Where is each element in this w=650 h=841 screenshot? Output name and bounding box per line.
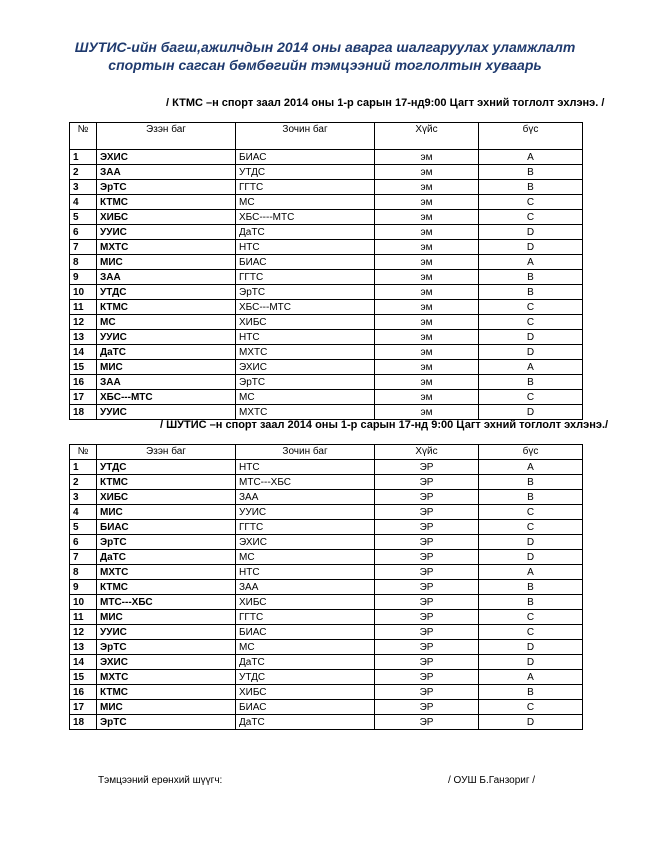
away-team-cell: МС <box>236 550 375 565</box>
home-team-cell: УУИС <box>97 330 236 345</box>
row-number-cell: 7 <box>70 240 97 255</box>
table-row <box>70 610 583 625</box>
row-number-cell: 15 <box>70 670 97 685</box>
table-row <box>70 165 583 180</box>
col-header-group: бүс <box>479 123 583 150</box>
row-number-cell: 9 <box>70 580 97 595</box>
row-number-cell: 13 <box>70 640 97 655</box>
away-team-cell: ЗАА <box>236 490 375 505</box>
table-row <box>70 150 583 165</box>
gender-cell: ЭР <box>375 715 479 730</box>
away-team-cell: НТС <box>236 330 375 345</box>
home-team-cell: МХТС <box>97 565 236 580</box>
row-number-cell: 11 <box>70 300 97 315</box>
home-team-cell: МИС <box>97 505 236 520</box>
away-team-cell: МС <box>236 640 375 655</box>
away-team-cell: ГГТС <box>236 180 375 195</box>
group-cell: B <box>479 165 583 180</box>
gender-cell: ЭР <box>375 550 479 565</box>
away-team-cell: МТС---ХБС <box>236 475 375 490</box>
group-cell: D <box>479 225 583 240</box>
home-team-cell: ЭрТС <box>97 535 236 550</box>
col-header-gender: Хүйс <box>375 445 479 460</box>
col-header-home: Эзэн баг <box>97 123 236 150</box>
table-row <box>70 225 583 240</box>
men-schedule-table <box>69 444 583 730</box>
group-cell: C <box>479 210 583 225</box>
group-cell: B <box>479 595 583 610</box>
row-number-cell: 1 <box>70 150 97 165</box>
away-team-cell: УТДС <box>236 165 375 180</box>
away-team-cell: ЭХИС <box>236 360 375 375</box>
row-number-cell: 8 <box>70 565 97 580</box>
group-cell: B <box>479 490 583 505</box>
row-number-cell: 12 <box>70 625 97 640</box>
gender-cell: ЭР <box>375 475 479 490</box>
gender-cell: эм <box>375 375 479 390</box>
gender-cell: эм <box>375 255 479 270</box>
group-cell: D <box>479 405 583 420</box>
home-team-cell: УУИС <box>97 225 236 240</box>
col-header-num: № <box>70 445 97 460</box>
group-cell: A <box>479 670 583 685</box>
home-team-cell: ХИБС <box>97 490 236 505</box>
row-number-cell: 15 <box>70 360 97 375</box>
home-team-cell: КТМС <box>97 580 236 595</box>
table-row <box>70 195 583 210</box>
table-row <box>70 535 583 550</box>
home-team-cell: КТМС <box>97 685 236 700</box>
away-team-cell: ЗАА <box>236 580 375 595</box>
row-number-cell: 6 <box>70 225 97 240</box>
away-team-cell: ХИБС <box>236 685 375 700</box>
group-cell: C <box>479 300 583 315</box>
row-number-cell: 6 <box>70 535 97 550</box>
away-team-cell: БИАС <box>236 255 375 270</box>
home-team-cell: ДаТС <box>97 345 236 360</box>
gender-cell: эм <box>375 270 479 285</box>
home-team-cell: ЭрТС <box>97 715 236 730</box>
row-number-cell: 5 <box>70 520 97 535</box>
gender-cell: ЭР <box>375 655 479 670</box>
table-row <box>70 520 583 535</box>
gender-cell: эм <box>375 315 479 330</box>
table-row <box>70 210 583 225</box>
gender-cell: ЭР <box>375 700 479 715</box>
home-team-cell: МХТС <box>97 240 236 255</box>
home-team-cell: КТМС <box>97 300 236 315</box>
table-row <box>70 255 583 270</box>
table-row <box>70 625 583 640</box>
row-number-cell: 2 <box>70 475 97 490</box>
chief-referee-name: / ОУШ Б.Ганзориг / <box>448 775 536 786</box>
group-cell: C <box>479 505 583 520</box>
away-team-cell: ЭХИС <box>236 535 375 550</box>
table-row <box>70 505 583 520</box>
table-row <box>70 405 583 420</box>
gender-cell: эм <box>375 330 479 345</box>
col-header-num: № <box>70 123 97 150</box>
home-team-cell: УТДС <box>97 460 236 475</box>
gender-cell: ЭР <box>375 565 479 580</box>
gender-cell: ЭР <box>375 505 479 520</box>
table-row <box>70 300 583 315</box>
row-number-cell: 8 <box>70 255 97 270</box>
gender-cell: эм <box>375 405 479 420</box>
group-cell: D <box>479 655 583 670</box>
table-row <box>70 240 583 255</box>
table-row <box>70 685 583 700</box>
away-team-cell: МС <box>236 195 375 210</box>
schedule-note-second: / ШУТИС –н спорт заал 2014 оны 1-р сарын 17-нд 9:00 Цагт эхний тоглолт эхлэнэ./ <box>160 419 609 431</box>
group-cell: D <box>479 550 583 565</box>
group-cell: A <box>479 360 583 375</box>
table-row <box>70 700 583 715</box>
row-number-cell: 13 <box>70 330 97 345</box>
away-team-cell: ЭрТС <box>236 375 375 390</box>
group-cell: B <box>479 270 583 285</box>
group-cell: D <box>479 330 583 345</box>
group-cell: D <box>479 640 583 655</box>
table-header-row <box>70 123 583 150</box>
home-team-cell: МХТС <box>97 670 236 685</box>
row-number-cell: 17 <box>70 700 97 715</box>
home-team-cell: ЗАА <box>97 375 236 390</box>
home-team-cell: ЭрТС <box>97 640 236 655</box>
group-cell: B <box>479 685 583 700</box>
table-row <box>70 565 583 580</box>
row-number-cell: 10 <box>70 285 97 300</box>
home-team-cell: УУИС <box>97 405 236 420</box>
table-row <box>70 640 583 655</box>
gender-cell: ЭР <box>375 595 479 610</box>
table-row <box>70 475 583 490</box>
gender-cell: эм <box>375 240 479 255</box>
table-row <box>70 550 583 565</box>
group-cell: B <box>479 475 583 490</box>
group-cell: D <box>479 715 583 730</box>
away-team-cell: ХИБС <box>236 315 375 330</box>
document-title: ШУТИС-ийн багш,ажилчдын 2014 оны аварга шалгаруулах уламжлалт спортын сагсан бөмбөгийн тэмцээний тоглолтын хуваарь <box>74 39 576 73</box>
home-team-cell: МС <box>97 315 236 330</box>
away-team-cell: ЭрТС <box>236 285 375 300</box>
gender-cell: эм <box>375 360 479 375</box>
home-team-cell: ХБС---МТС <box>97 390 236 405</box>
group-cell: C <box>479 700 583 715</box>
group-cell: C <box>479 625 583 640</box>
home-team-cell: ЗАА <box>97 165 236 180</box>
col-header-away: Зочин баг <box>236 445 375 460</box>
away-team-cell: ДаТС <box>236 225 375 240</box>
away-team-cell: БИАС <box>236 700 375 715</box>
table-row <box>70 345 583 360</box>
home-team-cell: УТДС <box>97 285 236 300</box>
away-team-cell: БИАС <box>236 625 375 640</box>
group-cell: D <box>479 345 583 360</box>
away-team-cell: ДаТС <box>236 655 375 670</box>
table-row <box>70 655 583 670</box>
table-row <box>70 375 583 390</box>
home-team-cell: КТМС <box>97 195 236 210</box>
gender-cell: эм <box>375 300 479 315</box>
row-number-cell: 10 <box>70 595 97 610</box>
row-number-cell: 17 <box>70 390 97 405</box>
group-cell: A <box>479 255 583 270</box>
row-number-cell: 16 <box>70 375 97 390</box>
group-cell: A <box>479 565 583 580</box>
row-number-cell: 7 <box>70 550 97 565</box>
row-number-cell: 16 <box>70 685 97 700</box>
group-cell: C <box>479 195 583 210</box>
away-team-cell: УУИС <box>236 505 375 520</box>
group-cell: B <box>479 580 583 595</box>
home-team-cell: ДаТС <box>97 550 236 565</box>
col-header-away: Зочин баг <box>236 123 375 150</box>
col-header-gender: Хүйс <box>375 123 479 150</box>
row-number-cell: 11 <box>70 610 97 625</box>
row-number-cell: 3 <box>70 490 97 505</box>
away-team-cell: МХТС <box>236 405 375 420</box>
table-row <box>70 360 583 375</box>
gender-cell: эм <box>375 150 479 165</box>
gender-cell: ЭР <box>375 460 479 475</box>
home-team-cell: ЗАА <box>97 270 236 285</box>
table-row <box>70 180 583 195</box>
row-number-cell: 1 <box>70 460 97 475</box>
home-team-cell: ЭрТС <box>97 180 236 195</box>
home-team-cell: МИС <box>97 360 236 375</box>
table-row <box>70 580 583 595</box>
row-number-cell: 2 <box>70 165 97 180</box>
away-team-cell: НТС <box>236 565 375 580</box>
gender-cell: эм <box>375 390 479 405</box>
row-number-cell: 4 <box>70 195 97 210</box>
home-team-cell: ЭХИС <box>97 655 236 670</box>
group-cell: B <box>479 285 583 300</box>
gender-cell: ЭР <box>375 520 479 535</box>
row-number-cell: 4 <box>70 505 97 520</box>
table-row <box>70 595 583 610</box>
home-team-cell: МИС <box>97 610 236 625</box>
group-cell: A <box>479 460 583 475</box>
gender-cell: ЭР <box>375 535 479 550</box>
group-cell: D <box>479 240 583 255</box>
home-team-cell: МИС <box>97 255 236 270</box>
row-number-cell: 9 <box>70 270 97 285</box>
away-team-cell: ДаТС <box>236 715 375 730</box>
chief-referee-label: Тэмцээний ерөнхий шүүгч: <box>98 775 223 786</box>
gender-cell: ЭР <box>375 610 479 625</box>
table-row <box>70 390 583 405</box>
away-team-cell: ХБС----МТС <box>236 210 375 225</box>
row-number-cell: 12 <box>70 315 97 330</box>
away-team-cell: ГГТС <box>236 520 375 535</box>
gender-cell: эм <box>375 180 479 195</box>
gender-cell: ЭР <box>375 580 479 595</box>
home-team-cell: КТМС <box>97 475 236 490</box>
gender-cell: эм <box>375 210 479 225</box>
row-number-cell: 14 <box>70 345 97 360</box>
away-team-cell: НТС <box>236 240 375 255</box>
gender-cell: ЭР <box>375 670 479 685</box>
away-team-cell: МХТС <box>236 345 375 360</box>
table-header-row <box>70 445 583 460</box>
schedule-note-first: / КТМС –н спорт заал 2014 оны 1-р сарын 17-нд9:00 Цагт эхний тоглолт эхлэнэ. / <box>166 97 605 109</box>
row-number-cell: 3 <box>70 180 97 195</box>
gender-cell: эм <box>375 165 479 180</box>
group-cell: B <box>479 180 583 195</box>
away-team-cell: ГГТС <box>236 610 375 625</box>
group-cell: C <box>479 520 583 535</box>
row-number-cell: 14 <box>70 655 97 670</box>
away-team-cell: УТДС <box>236 670 375 685</box>
gender-cell: ЭР <box>375 640 479 655</box>
table-row <box>70 715 583 730</box>
group-cell: C <box>479 315 583 330</box>
gender-cell: эм <box>375 195 479 210</box>
women-schedule-table <box>69 122 583 420</box>
table-row <box>70 270 583 285</box>
home-team-cell: МИС <box>97 700 236 715</box>
gender-cell: эм <box>375 285 479 300</box>
row-number-cell: 18 <box>70 715 97 730</box>
home-team-cell: ХИБС <box>97 210 236 225</box>
table-row <box>70 670 583 685</box>
away-team-cell: ГГТС <box>236 270 375 285</box>
away-team-cell: ХИБС <box>236 595 375 610</box>
group-cell: B <box>479 375 583 390</box>
away-team-cell: НТС <box>236 460 375 475</box>
table-row <box>70 490 583 505</box>
table-row <box>70 330 583 345</box>
row-number-cell: 18 <box>70 405 97 420</box>
row-number-cell: 5 <box>70 210 97 225</box>
group-cell: A <box>479 150 583 165</box>
gender-cell: эм <box>375 345 479 360</box>
table-row <box>70 285 583 300</box>
home-team-cell: БИАС <box>97 520 236 535</box>
group-cell: D <box>479 535 583 550</box>
away-team-cell: БИАС <box>236 150 375 165</box>
col-header-group: бүс <box>479 445 583 460</box>
gender-cell: ЭР <box>375 490 479 505</box>
table-row <box>70 315 583 330</box>
col-header-home: Эзэн баг <box>97 445 236 460</box>
away-team-cell: МС <box>236 390 375 405</box>
home-team-cell: УУИС <box>97 625 236 640</box>
gender-cell: ЭР <box>375 685 479 700</box>
group-cell: C <box>479 390 583 405</box>
table-row <box>70 460 583 475</box>
gender-cell: ЭР <box>375 625 479 640</box>
away-team-cell: ХБС---МТС <box>236 300 375 315</box>
group-cell: C <box>479 610 583 625</box>
gender-cell: эм <box>375 225 479 240</box>
home-team-cell: МТС---ХБС <box>97 595 236 610</box>
home-team-cell: ЭХИС <box>97 150 236 165</box>
